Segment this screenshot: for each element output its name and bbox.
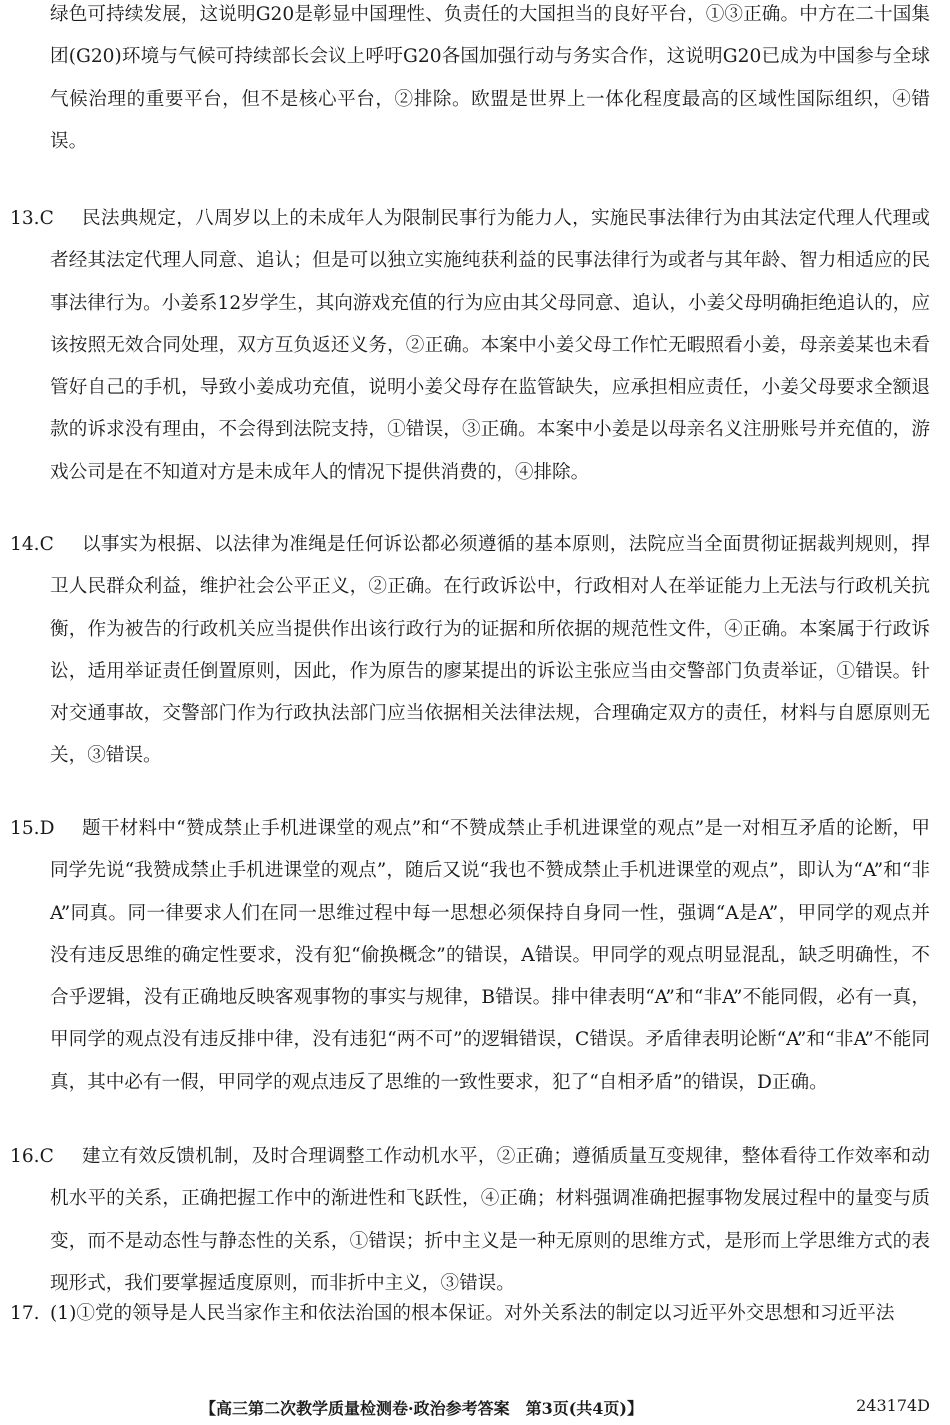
answer-item-16	[10, 1136, 930, 1305]
answer-item-15	[10, 808, 930, 1104]
footer-code: 243174D	[856, 1396, 930, 1415]
answer-explanation: 建立有效反馈机制，及时合理调整工作动机水平，②正确；遵循质量互变规律，整体看待工作效率和动机水平的关系，正确把握工作中的渐进性和飞跃性，④正确；材料强调准确把握事物发展过程中的量变与质变，而不是动态性与静态性的关系，①错误；折中主义是一种无原则的思维方式，是形而上学思维方式的表现形式，我们要掌握适度原则，而非折中主义，③错误。	[50, 1146, 930, 1294]
answer-item-17	[10, 1293, 930, 1335]
answer-number: 16.C	[10, 1146, 54, 1167]
answer-explanation: 题干材料中“赞成禁止手机进课堂的观点”和“不赞成禁止手机进课堂的观点”是一对相互矛盾的论断，甲同学先说“我赞成禁止手机进课堂的观点”，随后又说“我也不赞成禁止手机进课堂的观点”，即认为“A”和“非A”同真。同一律要求人们在同一思维过程中每一思想必须保持自身同一性，强调“A是A”，甲同学的观点并没有违反思维的确定性要求，没有犯“偷换概念”的错误，A错误。甲同学的观点明显混乱，缺乏明确性，不合乎逻辑，没有正确地反映客观事物的事实与规律，B错误。排中律表明“A”和“非A”不能同假，必有一真，甲同学的观点没有违反排中律，没有违犯“两不可”的逻辑错误，C错误。矛盾律表明论断“A”和“非A”不能同真，其中必有一假，甲同学的观点违反了思维的一致性要求，犯了“自相矛盾”的错误，D正确。	[50, 818, 930, 1093]
answer-explanation: 以事实为根据、以法律为准绳是任何诉讼都必须遵循的基本原则，法院应当全面贯彻证据裁判规则，捍卫人民群众利益，维护社会公平正义，②正确。在行政诉讼中，行政相对人在举证能力上无法与行政机关抗衡，作为被告的行政机关应当提供作出该行政行为的证据和所依据的规范性文件，④正确。本案属于行政诉讼，适用举证责任倒置原则，因此，作为原告的廖某提出的诉讼主张应当由交警部门负责举证，①错误。针对交通事故，交警部门作为行政执法部门应当依据相关法律法规，合理确定双方的责任，材料与自愿原则无关，③错误。	[50, 534, 930, 767]
answer-item-13	[10, 198, 930, 494]
answer-number: 17.	[10, 1303, 40, 1324]
answer-explanation: (1)①党的领导是人民当家作主和依法治国的根本保证。对外关系法的制定以习近平外交思想和习近平法	[50, 1303, 895, 1324]
answer-number: 13.C	[10, 208, 54, 229]
page-footer	[0, 1396, 950, 1420]
answer-number: 14.C	[10, 534, 54, 555]
answer-number: 15.D	[10, 818, 55, 839]
continuation-paragraph: 绿色可持续发展，这说明G20是彰显中国理性、负责任的大国担当的良好平台，①③正确。中方在二十国集团(G20)环境与气候可持续部长会议上呼吁G20各国加强行动与务实合作，这说明G20已成为中国参与全球气候治理的重要平台，但不是核心平台，②排除。欧盟是世界上一体化程度最高的区域性国际组织，④错误。	[50, 4, 930, 152]
answer-explanation: 民法典规定，八周岁以上的未成年人为限制民事行为能力人，实施民事法律行为由其法定代理人代理或者经其法定代理人同意、追认；但是可以独立实施纯获利益的民事法律行为或者与其年龄、智力相适应的民事法律行为。小姜系12岁学生，其向游戏充值的行为应由其父母同意、追认，小姜父母明确拒绝追认的，应该按照无效合同处理，双方互负返还义务，②正确。本案中小姜父母工作忙无暇照看小姜，母亲姜某也未看管好自己的手机，导致小姜成功充值，说明小姜父母存在监管缺失，应承担相应责任，小姜父母要求全额退款的诉求没有理由，不会得到法院支持，①错误，③正确。本案中小姜是以母亲名义注册账号并充值的，游戏公司是在不知道对方是未成年人的情况下提供消费的，④排除。	[50, 208, 930, 483]
footer-title: 【高三第二次教学质量检测卷·政治参考答案 第3页(共4页)】	[200, 1399, 643, 1418]
answer-item-14	[10, 524, 930, 778]
